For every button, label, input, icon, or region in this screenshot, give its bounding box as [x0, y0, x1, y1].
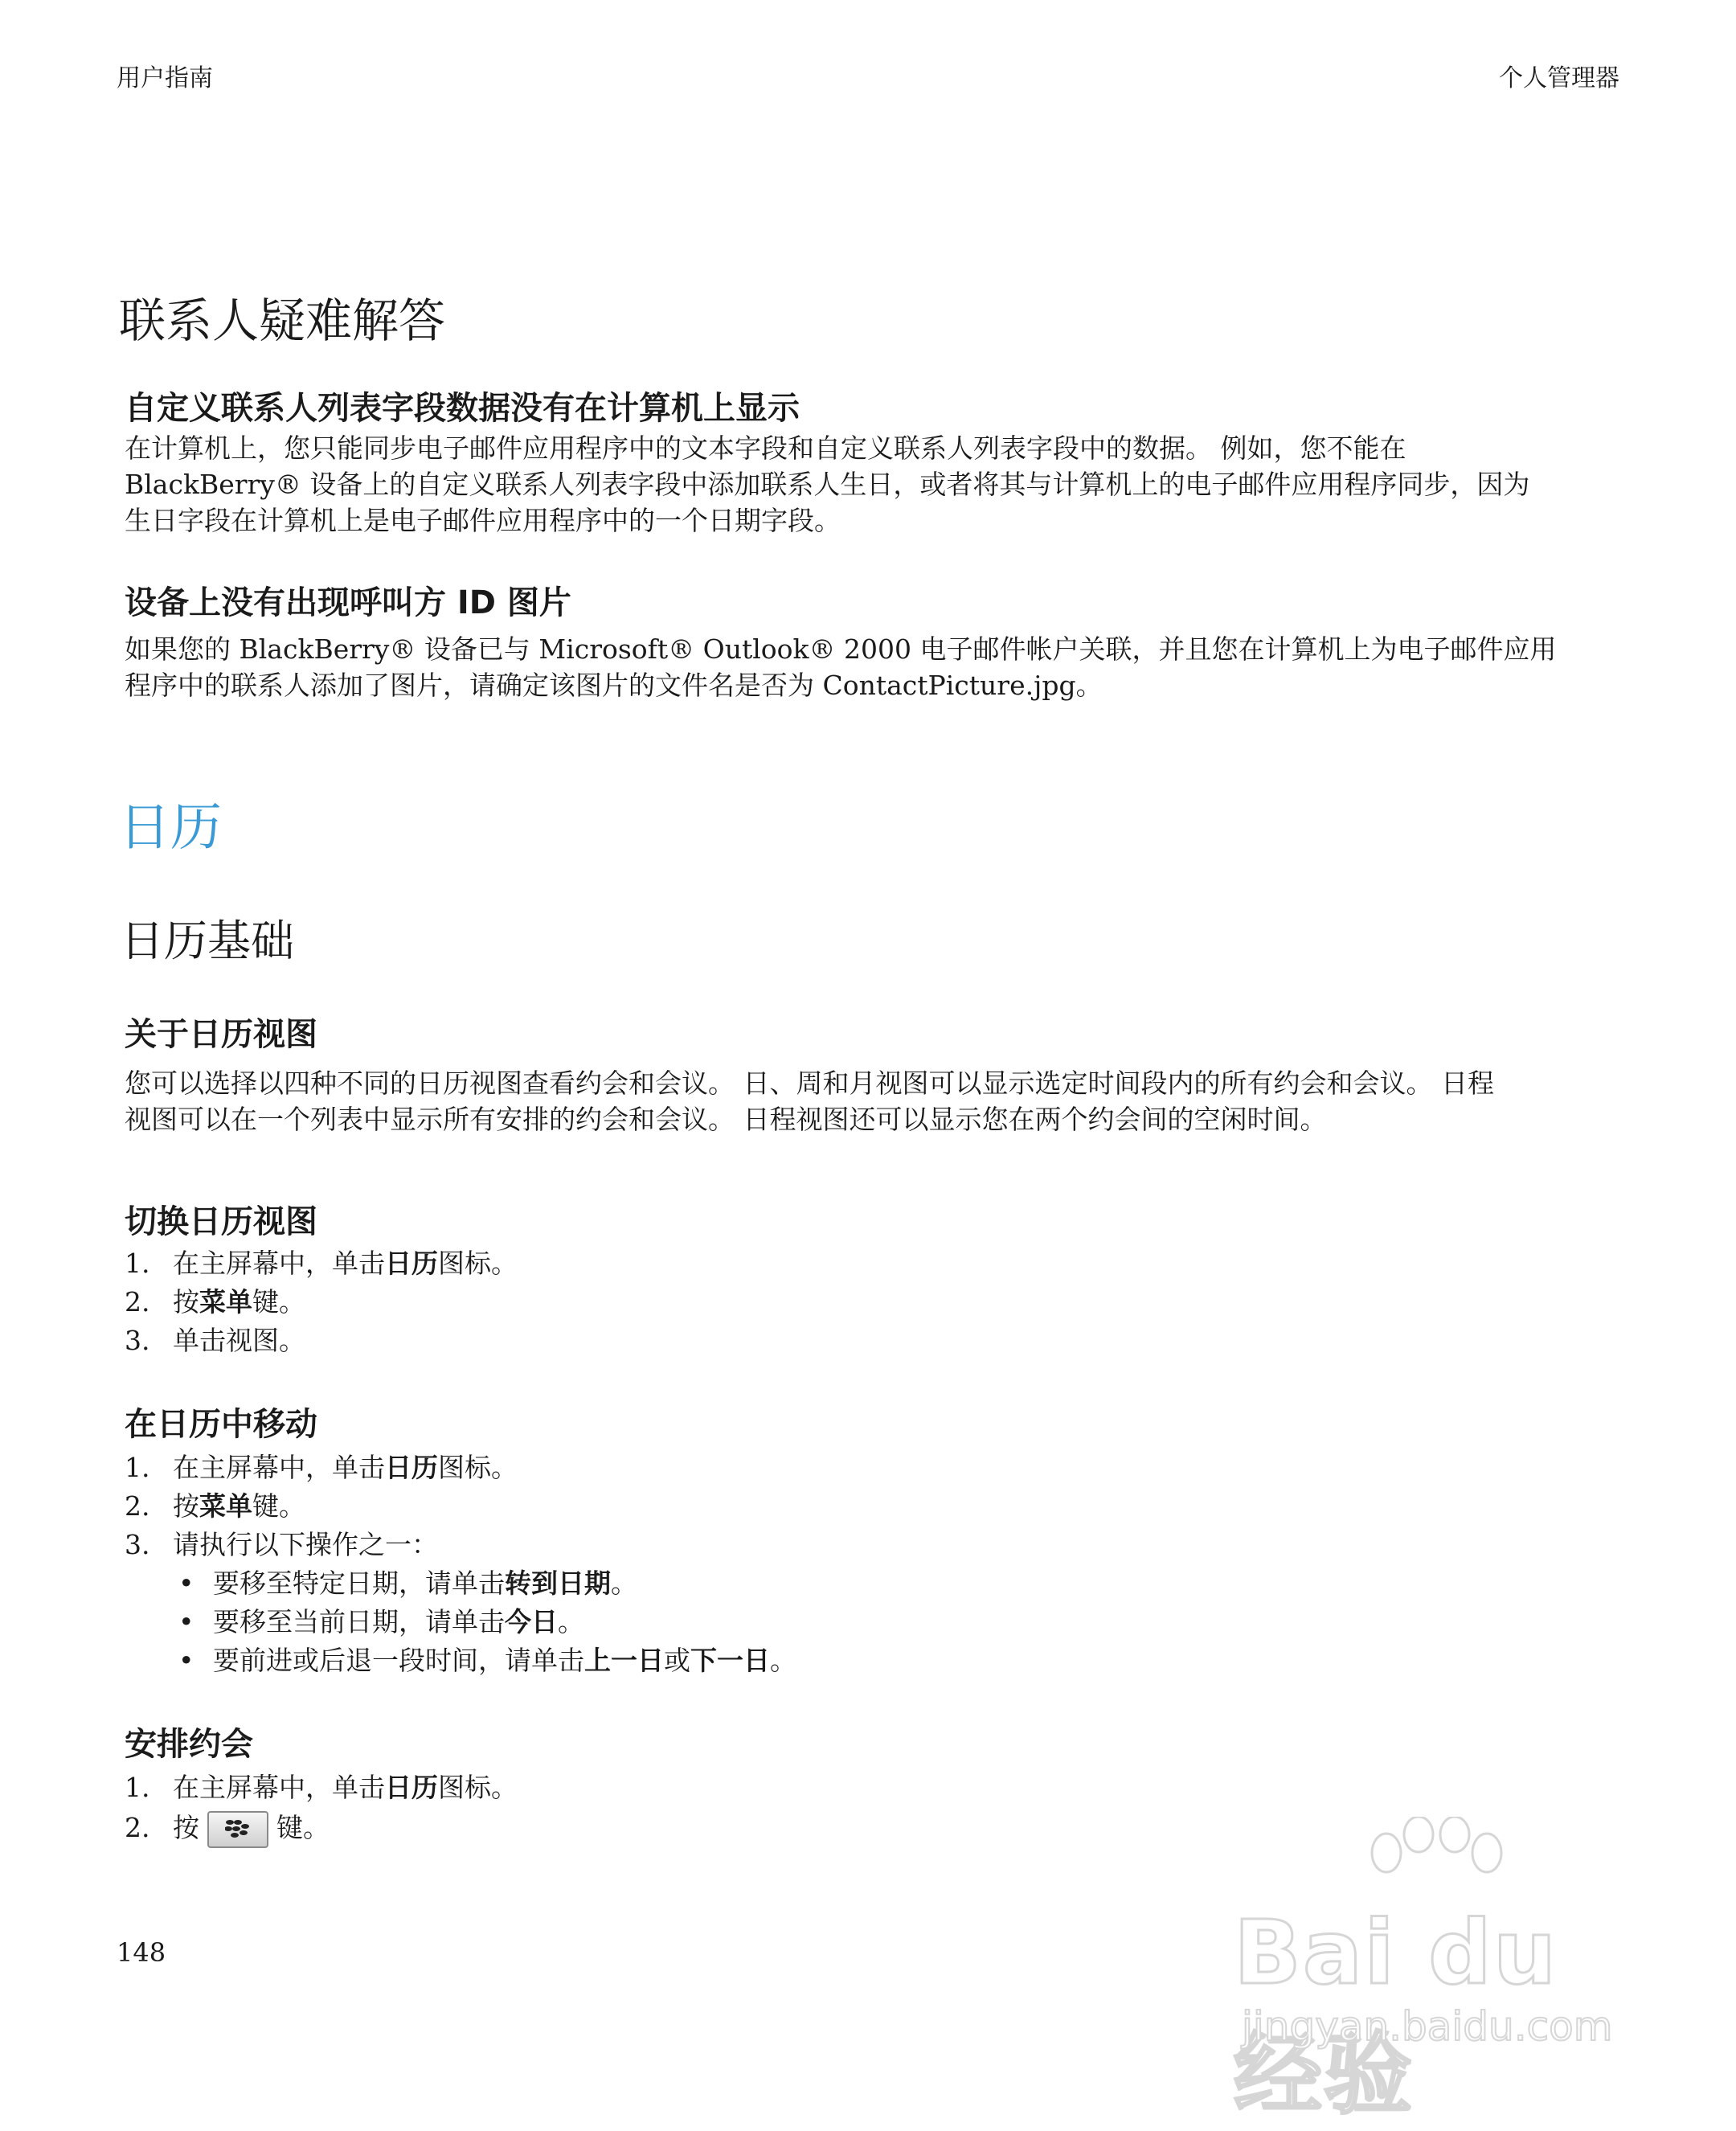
- step-number: 3.: [125, 1325, 150, 1356]
- bullet-item: [0, 1641, 1736, 1680]
- step-text: 键。: [252, 1286, 305, 1318]
- paragraph-line: 您可以选择以四种不同的日历视图查看约会和会议。 日、周和月视图可以显示选定时间段内的所有约会和会议。 日程: [125, 1068, 1494, 1099]
- step-number: 1.: [125, 1772, 150, 1803]
- watermark-url: jingyan.baidu.com: [1242, 2003, 1613, 2050]
- step-text: 图标。: [438, 1248, 518, 1279]
- step-keyword: 日历: [385, 1772, 438, 1803]
- bullet-text: 要移至特定日期，请单击: [213, 1568, 505, 1599]
- topic-body-custom-fields: [125, 430, 1628, 539]
- bullet-text: 要移至当前日期，请单击: [213, 1606, 505, 1637]
- step-text: 按: [173, 1286, 199, 1318]
- step-text: 在主屏幕中，单击: [173, 1772, 385, 1803]
- list-item: [0, 1526, 1736, 1564]
- topic-body-about-views: [125, 1065, 1628, 1137]
- paragraph-line: 如果您的 BlackBerry® 设备已与 Microsoft® Outlook® 2000 电子邮件帐户关联，并且您在计算机上为电子邮件应用: [125, 633, 1557, 665]
- section-title-calendar-basics: 日历基础: [121, 916, 294, 966]
- bullet-text: 。: [770, 1645, 796, 1676]
- chapter-title-calendar: 日历: [119, 798, 222, 858]
- step-text: 键。: [252, 1490, 305, 1522]
- step-keyword: 日历: [385, 1248, 438, 1279]
- baidu-watermark: [1234, 1817, 1652, 2126]
- list-item: [0, 1322, 1736, 1360]
- step-number: 3.: [125, 1529, 150, 1560]
- header-chapter-title: 个人管理器: [1499, 64, 1619, 92]
- step-number: 2.: [125, 1490, 150, 1522]
- topic-title-caller-id: 设备上没有出现呼叫方 ID 图片: [125, 584, 571, 621]
- step-keyword: 菜单: [199, 1490, 252, 1522]
- bullet-keyword: 下一日: [690, 1645, 770, 1676]
- list-item: [0, 1449, 1736, 1487]
- bullet-keyword: 上一日: [584, 1645, 664, 1676]
- header-doc-title: 用户指南: [117, 64, 213, 92]
- blackberry-menu-key-icon: [207, 1811, 268, 1848]
- step-number: 1.: [125, 1248, 150, 1279]
- step-text: 按: [173, 1490, 199, 1522]
- bullet-text: 。: [611, 1568, 637, 1599]
- bullet-keyword: 转到日期: [505, 1568, 611, 1599]
- step-keyword: 菜单: [199, 1286, 252, 1318]
- bullet-icon: •: [178, 1568, 194, 1599]
- bullet-icon: •: [178, 1645, 194, 1676]
- bullet-text: 或: [664, 1645, 690, 1676]
- watermark-text: Bai du 经验: [1234, 1901, 1558, 2126]
- topic-title-custom-fields: 自定义联系人列表字段数据没有在计算机上显示: [125, 390, 800, 427]
- step-text: 在主屏幕中，单击: [173, 1248, 385, 1279]
- topic-title-schedule-appointment: 安排约会: [125, 1726, 253, 1763]
- step-number: 1.: [125, 1452, 150, 1483]
- bullet-item: [0, 1564, 1736, 1603]
- list-item: [0, 1283, 1736, 1322]
- bullet-text: 。: [558, 1606, 584, 1637]
- topic-title-switch-views: 切换日历视图: [125, 1203, 317, 1240]
- list-item: [0, 1768, 1736, 1807]
- paragraph-line: 视图可以在一个列表中显示所有安排的约会和会议。 日程视图还可以显示您在两个约会间的空闲时间。: [125, 1104, 1327, 1135]
- step-text: 图标。: [438, 1772, 518, 1803]
- list-item: [0, 1487, 1736, 1526]
- paw-icon: [1354, 1817, 1515, 1913]
- bullet-item: [0, 1603, 1736, 1641]
- step-keyword: 日历: [385, 1452, 438, 1483]
- page-number: 148: [117, 1937, 166, 1968]
- paragraph-line: BlackBerry® 设备上的自定义联系人列表字段中添加联系人生日，或者将其与计算机上的电子邮件应用程序同步，因为: [125, 469, 1530, 500]
- step-text: 在主屏幕中，单击: [173, 1452, 385, 1483]
- step-number: 2.: [125, 1286, 150, 1318]
- bullet-text: 要前进或后退一段时间，请单击: [213, 1645, 584, 1676]
- section-title-contacts-troubleshooting: 联系人疑难解答: [119, 293, 446, 348]
- step-number: 2.: [125, 1812, 150, 1843]
- topic-body-caller-id: [125, 631, 1628, 703]
- step-text: 请执行以下操作之一：: [173, 1529, 438, 1560]
- bullet-keyword: 今日: [505, 1606, 558, 1637]
- topic-title-move-in-calendar: 在日历中移动: [125, 1406, 317, 1443]
- step-text: 单击视图。: [173, 1325, 305, 1356]
- topic-title-about-views: 关于日历视图: [125, 1016, 317, 1053]
- bullet-icon: •: [178, 1606, 194, 1637]
- step-text: 键。: [276, 1812, 330, 1843]
- step-text: 图标。: [438, 1452, 518, 1483]
- paragraph-line: 程序中的联系人添加了图片，请确定该图片的文件名是否为 ContactPicture.jpg。: [125, 670, 1103, 701]
- step-text: 按: [173, 1812, 199, 1843]
- list-item: [0, 1244, 1736, 1283]
- paragraph-line: 生日字段在计算机上是电子邮件应用程序中的一个日期字段。: [125, 505, 841, 536]
- paragraph-line: 在计算机上，您只能同步电子邮件应用程序中的文本字段和自定义联系人列表字段中的数据。 例如，您不能在: [125, 432, 1406, 464]
